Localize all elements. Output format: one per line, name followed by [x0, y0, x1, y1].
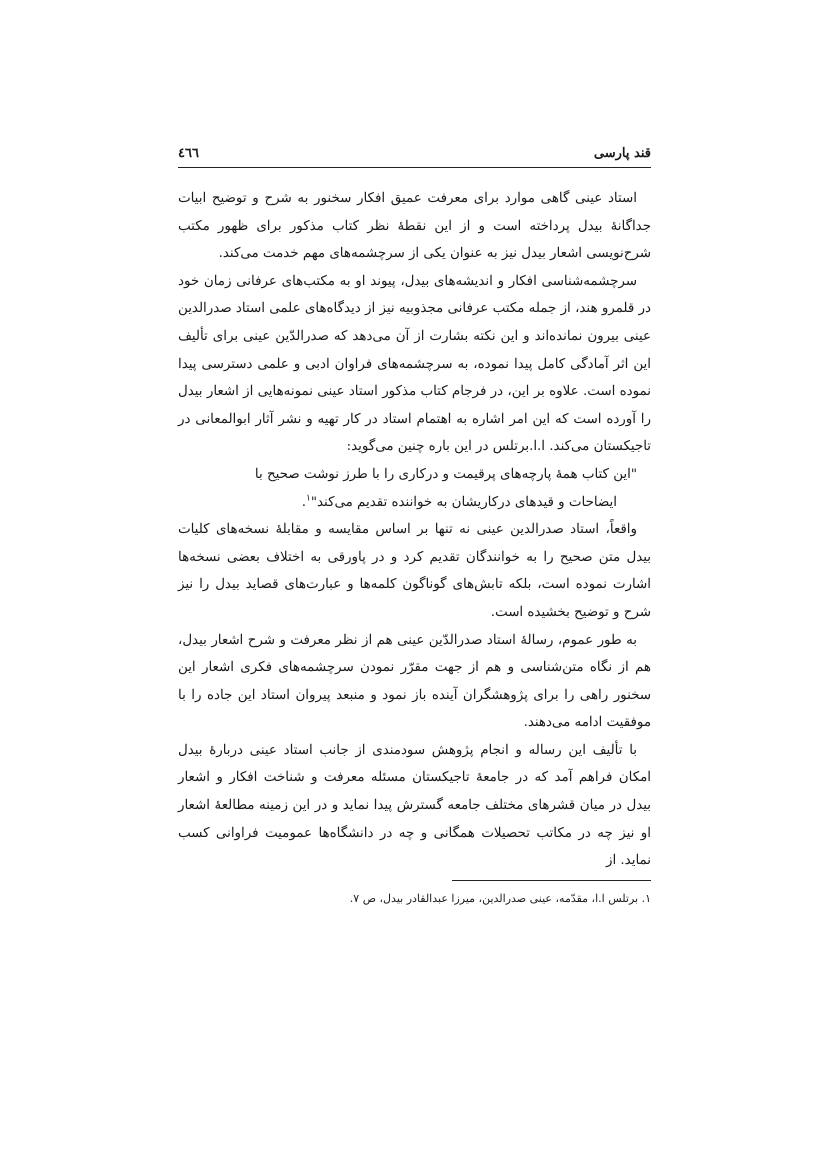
- header-divider: [178, 167, 651, 168]
- paragraph-1: استاد عینی گاهی موارد برای معرفت عمیق افکار سخنور به شرح و توضیح ابیات جداگانهٔ بیدل پرداخته است و از این نقطهٔ نظر کتاب مذکور برای ظهور مکتب شرح‌نویسی اشعار بیدل نیز به عنوان یکی از سرچشمه‌های مهم خدمت می‌کند.: [178, 191, 651, 262]
- footnote: ١. برتلس ا.ا، مقدّمه، عینی صدرالدین، میرزا عبدالقادر بیدل، ص ٧.: [349, 892, 651, 905]
- page-number: ٤٦٦: [178, 146, 199, 161]
- footnote-ref: ١: [306, 493, 311, 504]
- footnote-divider: [452, 880, 651, 881]
- paragraph-4: به طور عموم، رسالهٔ استاد صدرالدّین عینی هم از نظر معرفت و شرح اشعار بیدل، هم از نگاه متن‌شناسی و هم از جهت مقرّر نمودن سرچشمه‌های فکری اشعار این سخنور راهی را برای پژوهشگران آینده باز نمود و منبعد پیروان استاد این جاده را با موفقیت ادامه می‌دهند.: [178, 632, 651, 731]
- quote-line-2-text: ایضاحات و قیدهای درکاریشان به خواننده تقدیم می‌کند": [310, 494, 617, 510]
- running-header: [178, 143, 651, 167]
- main-text: [178, 185, 651, 875]
- paragraph-3: واقعاً، استاد صدرالدین عینی نه تنها بر اساس مقایسه و مقابلهٔ نسخه‌های کلیات بیدل متن صحیح را به خوانندگان تقدیم کرد و در پاورقی به اختلاف بعضی نسخه‌ها اشارت نموده است، بلکه تابش‌های گوناگون کلمه‌ها و عبارت‌های قصاید بیدل را نیز شرح و توضیح بخشیده است.: [178, 522, 651, 620]
- paragraph-5: با تألیف این رساله و انجام پژوهش سودمندی از جانب استاد عینی دربارهٔ بیدل امکان فراهم آمد که در جامعهٔ تاجیکستان مسئله معرفت و شناخت افکار و اشعار بیدل در میان قشرهای مختلف جامعه گسترش پیدا نماید و در این زمینه مطالعهٔ اشعار او نیز چه در مکاتب تحصیلات همگانی و چه در دانشگاه‌ها عمومیت فراوانی کسب نماید. از: [178, 742, 651, 869]
- journal-title: قند پارسی: [593, 146, 651, 161]
- paragraph-2: سرچشمه‌شناسی افکار و اندیشه‌های بیدل، پیوند او به مکتب‌های عرفانی زمان خود در قلمرو هند، از جمله مکتب عرفانی مجذوبیه نیز از دیدگاه‌های علمی استاد صدرالدین عینی بیرون نمانده‌اند و این نکته بشارت از آن می‌دهد که صدرالدّین عینی برای تألیف این اثر آمادگی کامل پیدا نموده، به سرچشمه‌های فراوان ادبی و علمی دسترسی پیدا نموده است. علاوه بر این، در فرجام کتاب مذکور استاد عینی نمونه‌هایی از اشعار بیدل را آورده است که این امر اشاره به اهتمام استاد در کار تهیه و نشر آثار ابوالمعانی در تاجیکستان می‌کند. ا.ا.برتلس در این باره چنین می‌گوید:: [178, 273, 651, 455]
- quote-line-2: ایضاحات و قیدهای درکاریشان به خواننده تقدیم می‌کند"$^١$.: [301, 493, 617, 510]
- quote-line-1: "این کتاب همهٔ پارچه‌های پرقیمت و درکاری را با طرز نوشت صحیح با: [254, 466, 637, 482]
